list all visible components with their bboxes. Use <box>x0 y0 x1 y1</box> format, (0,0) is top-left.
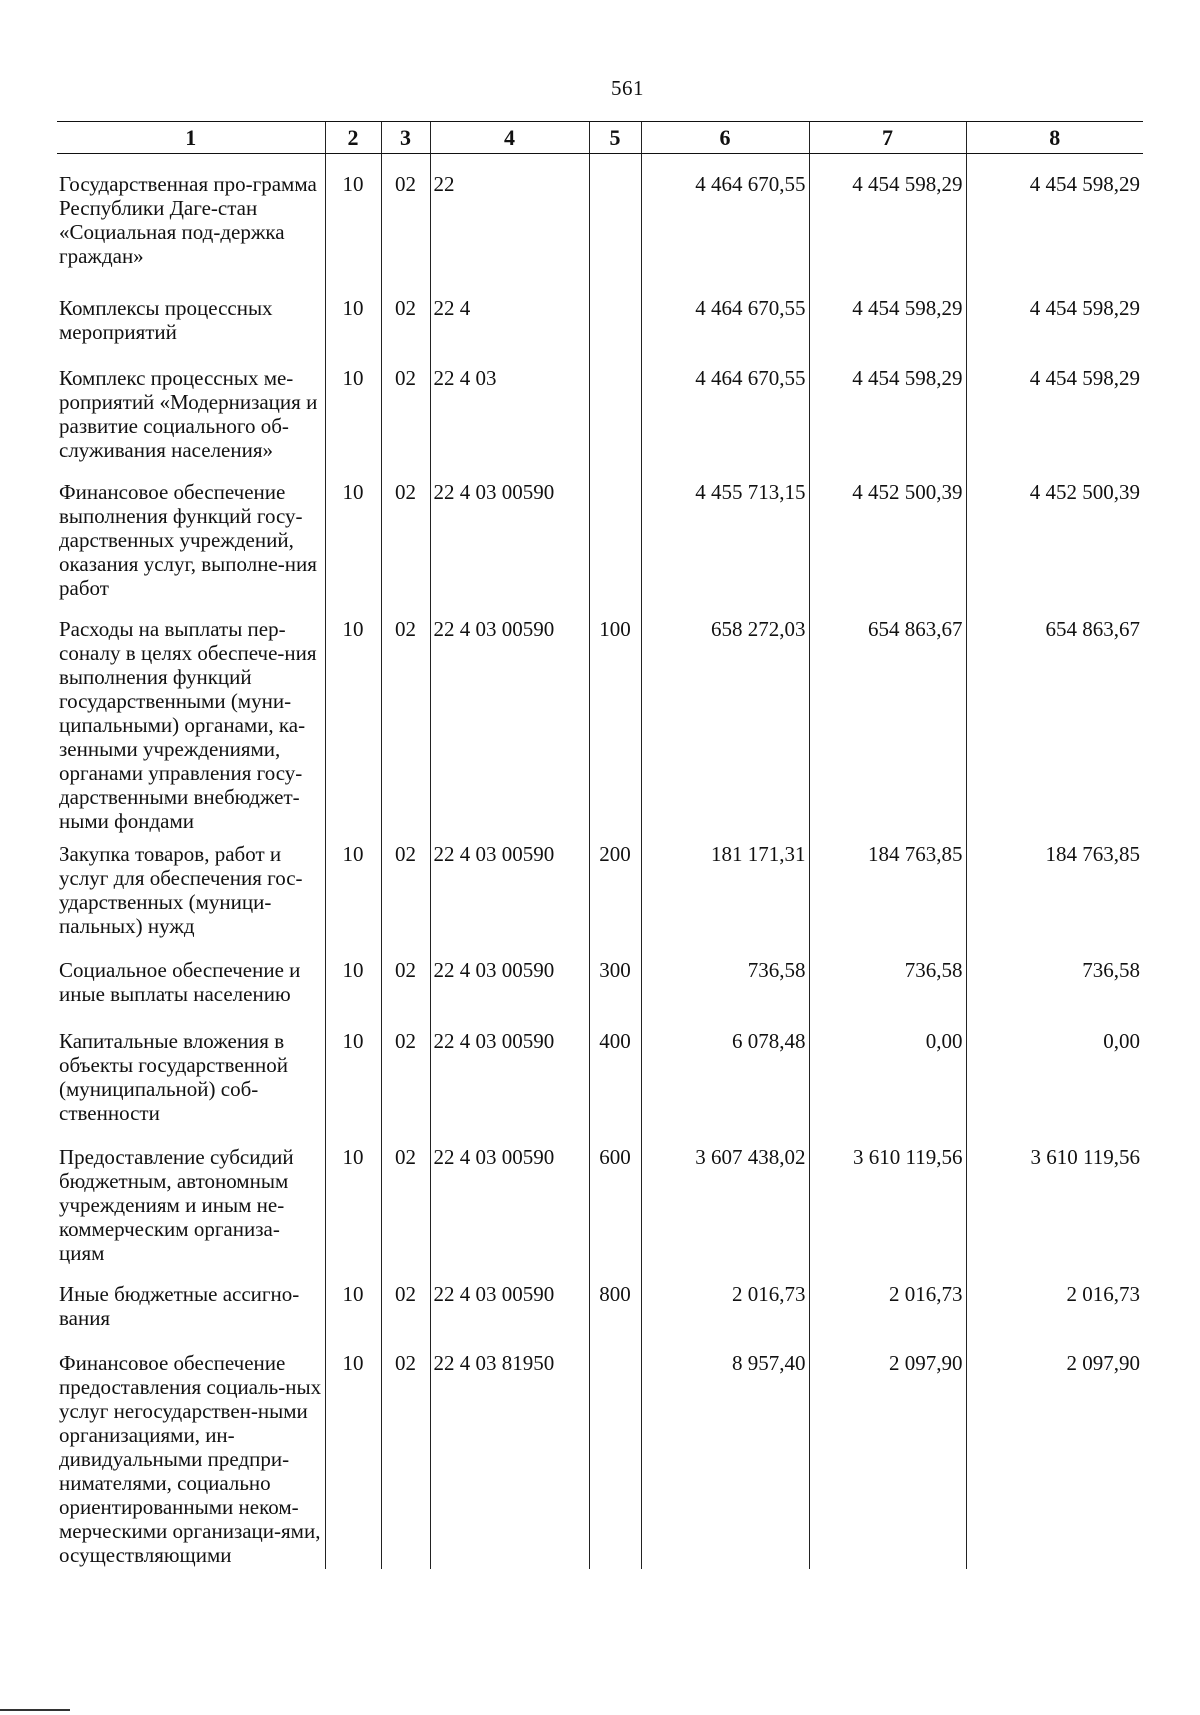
table-row <box>57 608 1143 833</box>
amount-col-6: 3 607 438,02 <box>641 1136 809 1273</box>
section-code: 10 <box>325 284 381 356</box>
amount-col-6: 6 078,48 <box>641 1019 809 1136</box>
section-code: 10 <box>325 1273 381 1343</box>
amount-col-6: 8 957,40 <box>641 1343 809 1569</box>
target-article-code: 22 4 03 00590 <box>430 1019 589 1136</box>
column-header-3: 3 <box>381 122 430 154</box>
amount-col-6: 736,58 <box>641 949 809 1019</box>
amount-col-8: 736,58 <box>966 949 1143 1019</box>
column-header-2: 2 <box>325 122 381 154</box>
amount-col-8: 3 610 119,56 <box>966 1136 1143 1273</box>
section-code: 10 <box>325 1136 381 1273</box>
section-code: 10 <box>325 356 381 471</box>
table-row <box>57 1019 1143 1136</box>
page-number: 561 <box>611 76 644 100</box>
amount-col-7: 4 452 500,39 <box>809 471 966 608</box>
expense-type-code: 100 <box>589 608 641 833</box>
row-name: Иные бюджетные ассигно-вания <box>59 1282 300 1330</box>
row-name: Предоставление субсидий бюджетным, автономным учреждениям и иным не-коммерческим организа-циям <box>59 1145 294 1265</box>
table-row <box>57 833 1143 949</box>
row-name: Расходы на выплаты пер-соналу в целях обеспече-ния выполнения функций государственными (муни-ципальными) органами, ка-зенными учреждениями, органами управления госу-дарственными внебюджет-ными фондами <box>59 617 317 833</box>
expense-type-code <box>589 154 641 285</box>
section-code: 10 <box>325 949 381 1019</box>
row-name: Комплекс процессных ме-роприятий «Модернизация и развитие социального об-служивания населения» <box>59 366 318 462</box>
table-row <box>57 471 1143 608</box>
section-code: 10 <box>325 833 381 949</box>
table-row <box>57 356 1143 471</box>
table-row <box>57 1136 1143 1273</box>
expense-type-code <box>589 356 641 471</box>
row-name: Финансовое обеспечение выполнения функций госу-дарственных учреждений, оказания услуг, выполне-ния работ <box>59 480 317 600</box>
amount-col-8: 2 097,90 <box>966 1343 1143 1569</box>
target-article-code: 22 4 03 00590 <box>430 1273 589 1343</box>
footer-divider <box>0 1709 70 1711</box>
expense-type-code <box>589 1343 641 1569</box>
amount-col-7: 736,58 <box>809 949 966 1019</box>
section-code: 10 <box>325 471 381 608</box>
row-name: Комплексы процессных мероприятий <box>59 296 273 344</box>
table-row <box>57 949 1143 1019</box>
amount-col-6: 658 272,03 <box>641 608 809 833</box>
expense-type-code: 200 <box>589 833 641 949</box>
column-header-8: 8 <box>966 122 1143 154</box>
target-article-code: 22 4 03 00590 <box>430 833 589 949</box>
expense-type-code: 600 <box>589 1136 641 1273</box>
table-row <box>57 154 1143 285</box>
amount-col-7: 2 016,73 <box>809 1273 966 1343</box>
subsection-code: 02 <box>381 1019 430 1136</box>
amount-col-7: 2 097,90 <box>809 1343 966 1569</box>
amount-col-8: 0,00 <box>966 1019 1143 1136</box>
row-name: Финансовое обеспечение предоставления социаль-ных услуг негосударствен-ными организациями, ин-дивидуальными предпри-нимателями, социально ориентированными неком-мерческими организаци-ями, осуществляющими <box>59 1351 322 1567</box>
amount-col-8: 184 763,85 <box>966 833 1143 949</box>
column-header-7: 7 <box>809 122 966 154</box>
section-code: 10 <box>325 1343 381 1569</box>
amount-col-7: 654 863,67 <box>809 608 966 833</box>
amount-col-6: 4 455 713,15 <box>641 471 809 608</box>
amount-col-6: 4 464 670,55 <box>641 356 809 471</box>
table-row <box>57 1343 1143 1569</box>
subsection-code: 02 <box>381 1343 430 1569</box>
column-header-5: 5 <box>589 122 641 154</box>
subsection-code: 02 <box>381 356 430 471</box>
amount-col-7: 4 454 598,29 <box>809 284 966 356</box>
row-name: Государственная про-грамма Республики Даге-стан «Социальная под-держка граждан» <box>59 172 317 268</box>
target-article-code: 22 4 03 00590 <box>430 949 589 1019</box>
amount-col-6: 181 171,31 <box>641 833 809 949</box>
subsection-code: 02 <box>381 949 430 1019</box>
subsection-code: 02 <box>381 471 430 608</box>
section-code: 10 <box>325 608 381 833</box>
subsection-code: 02 <box>381 1136 430 1273</box>
subsection-code: 02 <box>381 284 430 356</box>
amount-col-8: 4 454 598,29 <box>966 154 1143 285</box>
target-article-code: 22 4 03 <box>430 356 589 471</box>
row-name: Закупка товаров, работ и услуг для обеспечения гос-ударственных (муници-пальных) нужд <box>59 842 303 938</box>
subsection-code: 02 <box>381 1273 430 1343</box>
amount-col-8: 2 016,73 <box>966 1273 1143 1343</box>
subsection-code: 02 <box>381 154 430 285</box>
target-article-code: 22 4 03 00590 <box>430 608 589 833</box>
amount-col-8: 4 452 500,39 <box>966 471 1143 608</box>
amount-col-8: 4 454 598,29 <box>966 356 1143 471</box>
section-code: 10 <box>325 154 381 285</box>
amount-col-8: 4 454 598,29 <box>966 284 1143 356</box>
amount-col-6: 4 464 670,55 <box>641 154 809 285</box>
amount-col-7: 3 610 119,56 <box>809 1136 966 1273</box>
expense-type-code <box>589 471 641 608</box>
column-header-6: 6 <box>641 122 809 154</box>
row-name: Социальное обеспечение и иные выплаты населению <box>59 958 301 1006</box>
expense-type-code: 400 <box>589 1019 641 1136</box>
table-row <box>57 1273 1143 1343</box>
amount-col-6: 2 016,73 <box>641 1273 809 1343</box>
expense-type-code: 300 <box>589 949 641 1019</box>
target-article-code: 22 <box>430 154 589 285</box>
subsection-code: 02 <box>381 608 430 833</box>
subsection-code: 02 <box>381 833 430 949</box>
column-header-4: 4 <box>430 122 589 154</box>
row-name: Капитальные вложения в объекты государственной (муниципальной) соб-ственности <box>59 1029 288 1125</box>
target-article-code: 22 4 03 00590 <box>430 1136 589 1273</box>
section-code: 10 <box>325 1019 381 1136</box>
table-row <box>57 284 1143 356</box>
expense-type-code <box>589 284 641 356</box>
header-row <box>57 122 1143 154</box>
amount-col-7: 184 763,85 <box>809 833 966 949</box>
budget-table <box>57 121 1143 1569</box>
amount-col-7: 0,00 <box>809 1019 966 1136</box>
amount-col-6: 4 464 670,55 <box>641 284 809 356</box>
expense-type-code: 800 <box>589 1273 641 1343</box>
column-header-1: 1 <box>57 122 325 154</box>
target-article-code: 22 4 <box>430 284 589 356</box>
amount-col-8: 654 863,67 <box>966 608 1143 833</box>
amount-col-7: 4 454 598,29 <box>809 356 966 471</box>
target-article-code: 22 4 03 00590 <box>430 471 589 608</box>
target-article-code: 22 4 03 81950 <box>430 1343 589 1569</box>
amount-col-7: 4 454 598,29 <box>809 154 966 285</box>
